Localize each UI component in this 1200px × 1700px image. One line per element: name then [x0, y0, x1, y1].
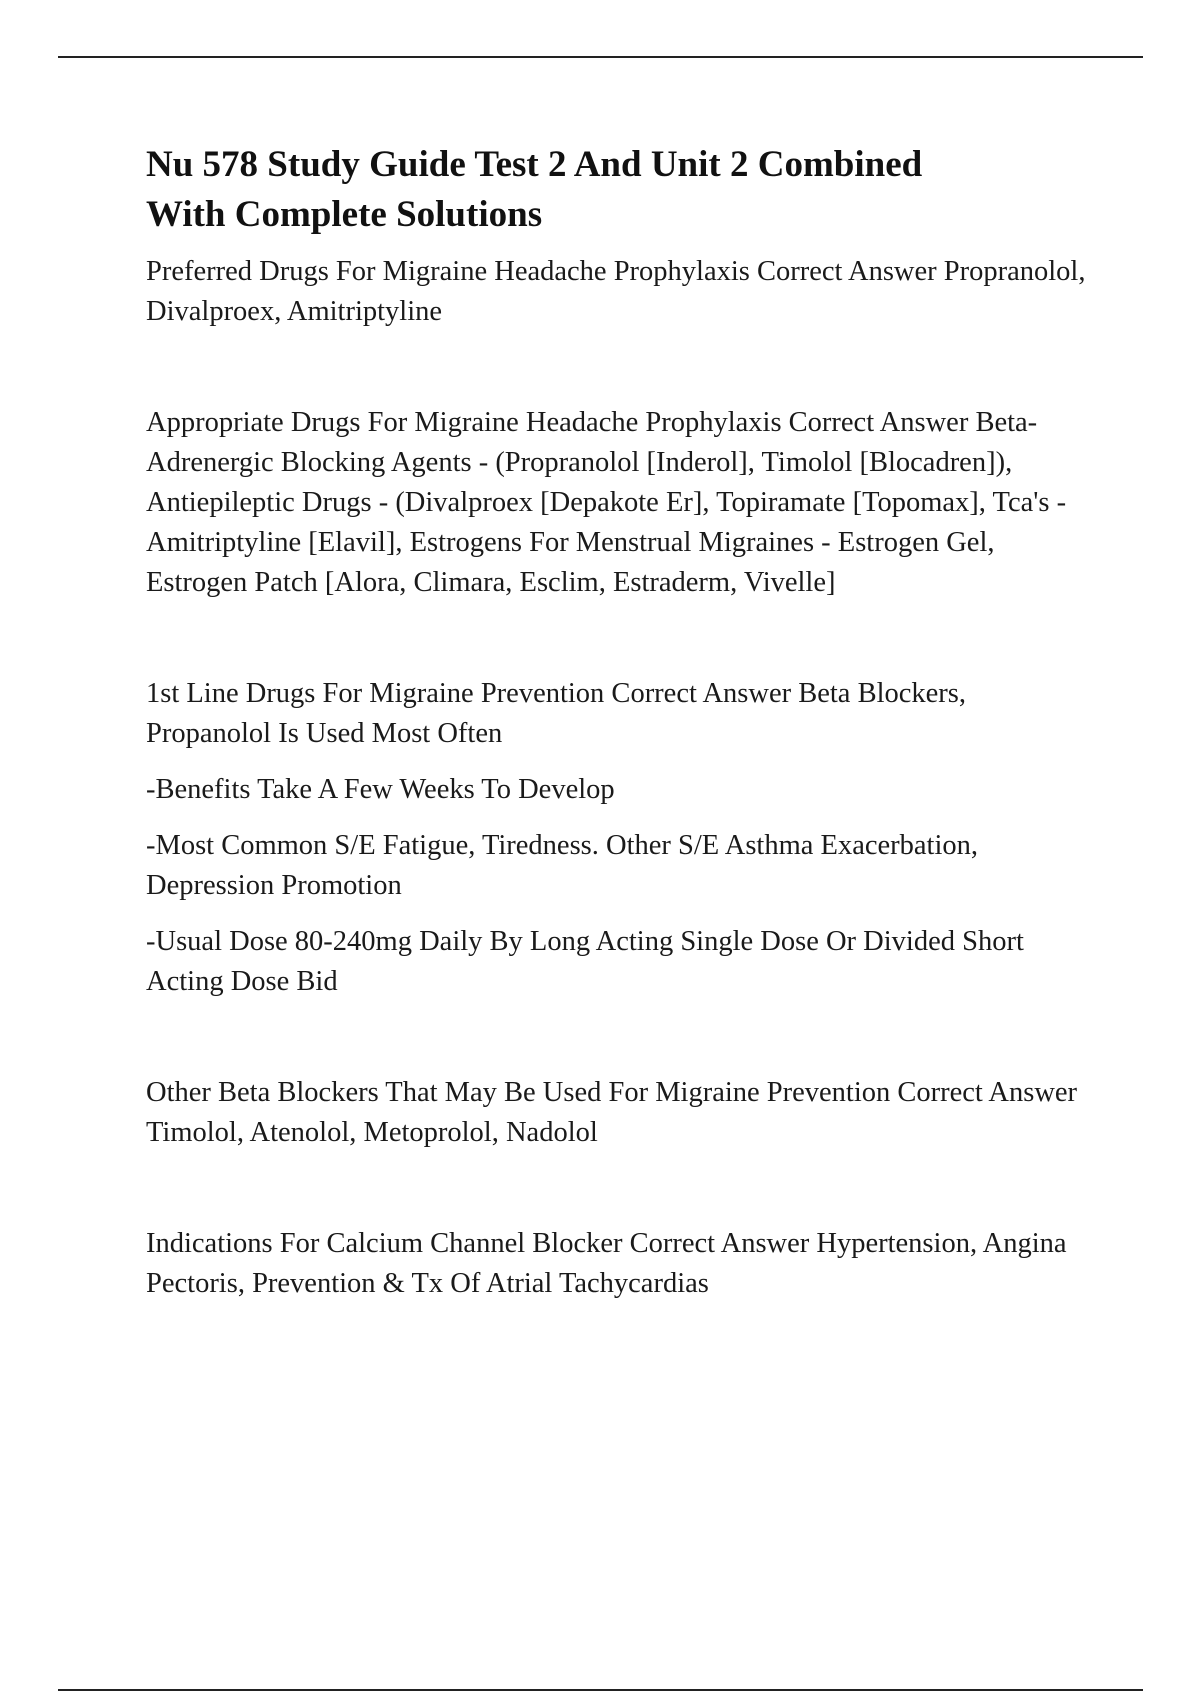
entry-paragraph: Preferred Drugs For Migraine Headache Prophylaxis Correct Answer Propranolol, Divalproex, Amitriptyline [146, 256, 1086, 327]
document-title-line-1: Nu 578 Study Guide Test 2 And Unit 2 Combined [146, 144, 923, 185]
qa-entry-1 [146, 252, 1096, 332]
qa-entry-4 [146, 1073, 1096, 1153]
entry-paragraph: Indications For Calcium Channel Blocker Correct Answer Hypertension, Angina Pectoris, Prevention & Tx Of Atrial Tachycardias [146, 1228, 1067, 1299]
entry-paragraph: 1st Line Drugs For Migraine Prevention Correct Answer Beta Blockers, Propanolol Is Used Most Often [146, 678, 967, 749]
qa-entry-2 [146, 403, 1096, 603]
entry-paragraph: -Usual Dose 80-240mg Daily By Long Acting Single Dose Or Divided Short Acting Dose Bid [146, 926, 1024, 997]
page-content [146, 140, 1096, 1304]
bottom-rule [58, 1689, 1143, 1691]
document-title-line-2: With Complete Solutions [146, 194, 543, 235]
top-rule [58, 56, 1143, 58]
entry-paragraph: Appropriate Drugs For Migraine Headache Prophylaxis Correct Answer Beta-Adrenergic Blocking Agents - (Propranolol [Inderol], Timolol [Blocadren]), Antiepileptic Drugs - (Divalproex [Depakote Er], Topiramate [Topomax], Tca's - Amitriptyline [Elavil], Estrogens For Menstrual Migraines - Estrogen Gel, Estrogen Patch [Alora, Climara, Esclim, Estraderm, Vivelle] [146, 407, 1067, 598]
qa-entry-5 [146, 1224, 1096, 1304]
entry-paragraph: -Benefits Take A Few Weeks To Develop [146, 774, 615, 805]
entry-paragraph: -Most Common S/E Fatigue, Tiredness. Other S/E Asthma Exacerbation, Depression Promotion [146, 830, 978, 901]
document-title [146, 140, 1096, 240]
entry-paragraph: Other Beta Blockers That May Be Used For Migraine Prevention Correct Answer Timolol, Atenolol, Metoprolol, Nadolol [146, 1077, 1078, 1148]
qa-entry-3 [146, 674, 1096, 1002]
